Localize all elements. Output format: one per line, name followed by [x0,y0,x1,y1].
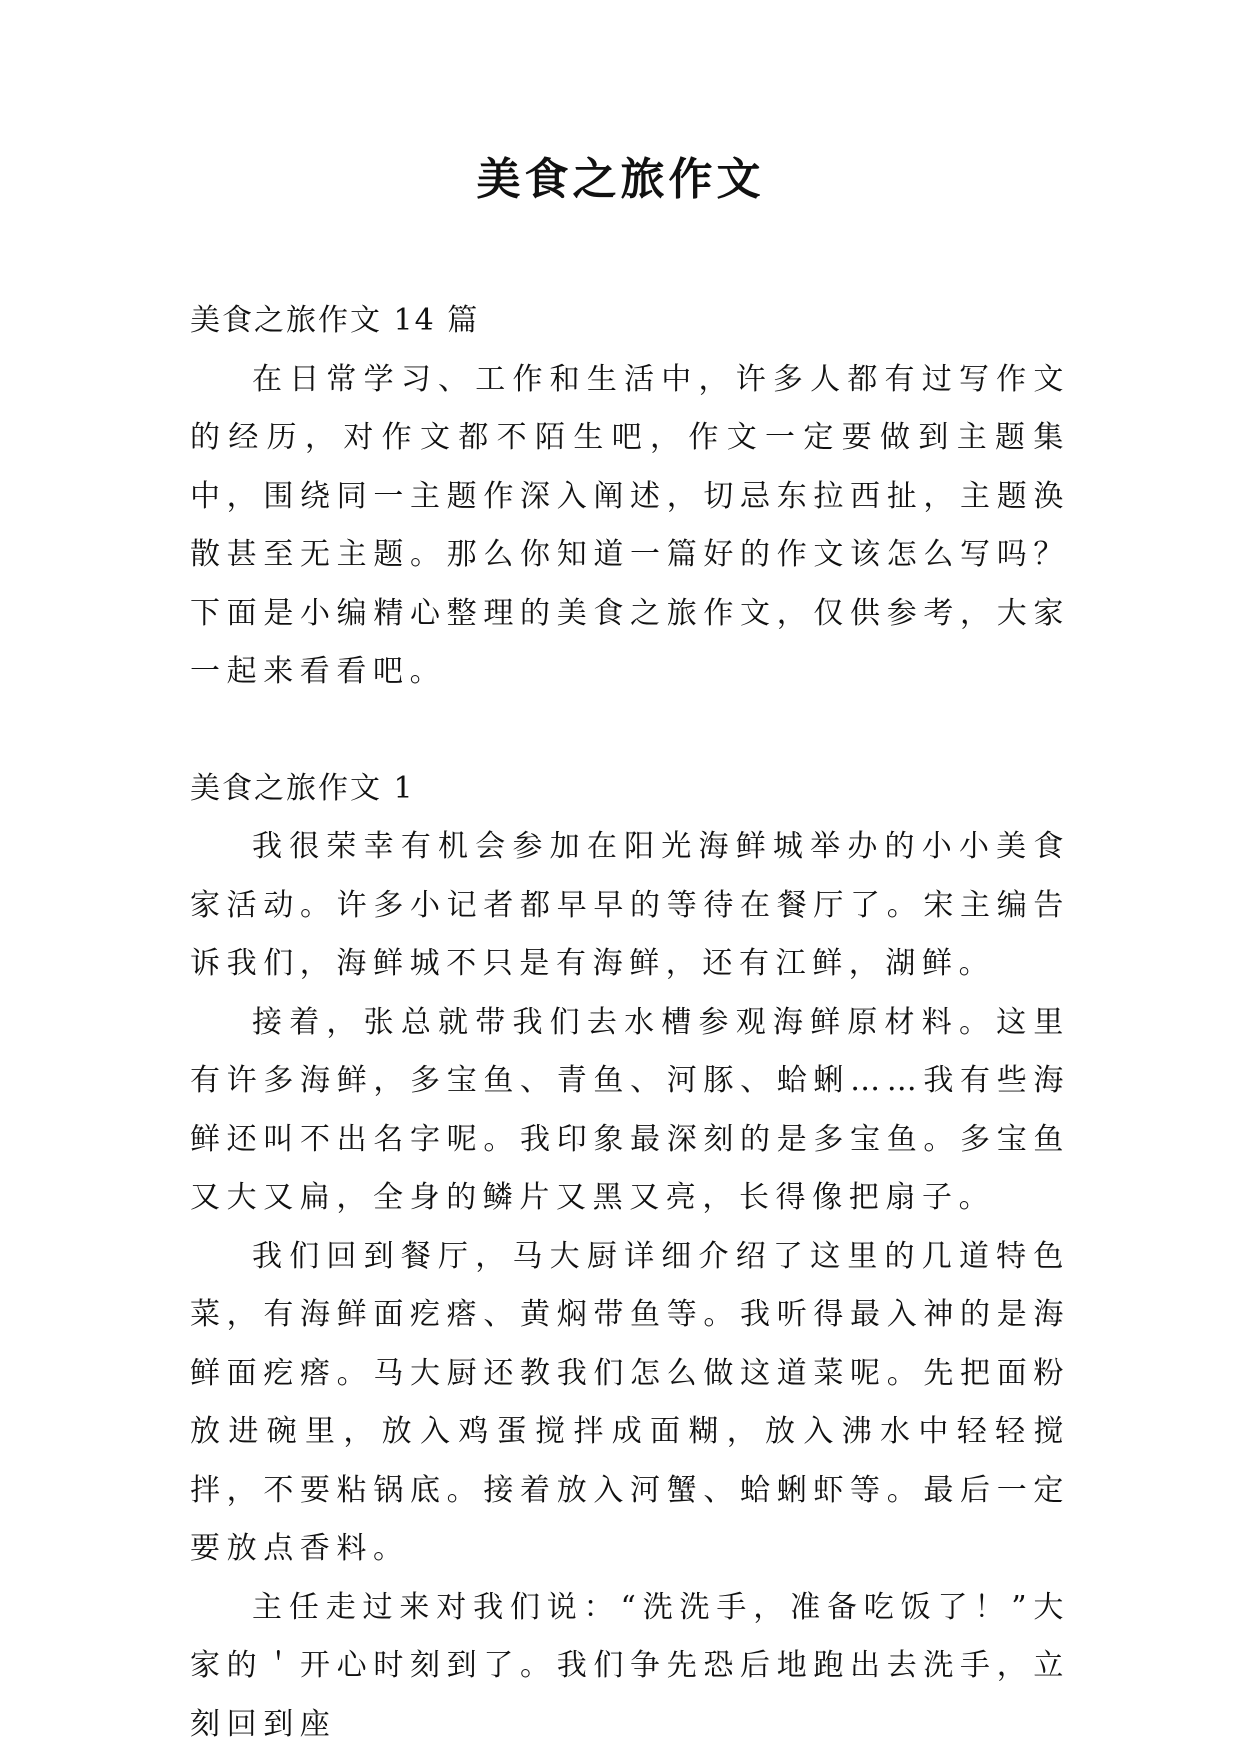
document-title: 美食之旅作文 [476,154,765,205]
section-spacer [190,702,1070,760]
body-paragraph: 我很荣幸有机会参加在阳光海鲜城举办的小小美食家活动。许多小记者都早早的等待在餐厅了。宋主编告诉我们，海鲜城不只是有海鲜，还有江鲜，湖鲜。 [190,829,1070,981]
document-body [190,292,1070,1754]
body-paragraph: 主任走过来对我们说：“洗洗手，准备吃饭了！”大家的＇开心时刻到了。我们争先恐后地跑出去洗手，立刻回到座 [190,1589,1070,1742]
body-paragraph: 接着，张总就带我们去水槽参观海鲜原材料。这里有许多海鲜，多宝鱼、青鱼、河豚、蛤蜊……我有些海鲜还叫不出名字呢。我印象最深刻的是多宝鱼。多宝鱼又大又扁，全身的鳞片又黑又亮，长得像把扇子。 [190,1004,1070,1215]
section-heading: 美食之旅作文 1 [190,770,415,806]
collection-subtitle: 美食之旅作文 14 篇 [190,303,480,338]
intro-paragraph: 在日常学习、工作和生活中，许多人都有过写作文的经历，对作文都不陌生吧，作文一定要做到主题集中，围绕同一主题作深入阐述，切忌东拉西扯，主题涣散甚至无主题。那么你知道一篇好的作文该怎么写吗？下面是小编精心整理的美食之旅作文，仅供参考，大家一起来看看吧。 [190,361,1070,689]
body-paragraph: 我们回到餐厅，马大厨详细介绍了这里的几道特色菜，有海鲜面疙瘩、黄焖带鱼等。我听得最入神的是海鲜面疙瘩。马大厨还教我们怎么做这道菜呢。先把面粉放进碗里，放入鸡蛋搅拌成面糊，放入沸水中轻轻搅拌，不要粘锅底。接着放入河蟹、蛤蜊虾等。最后一定要放点香料。 [190,1238,1070,1566]
